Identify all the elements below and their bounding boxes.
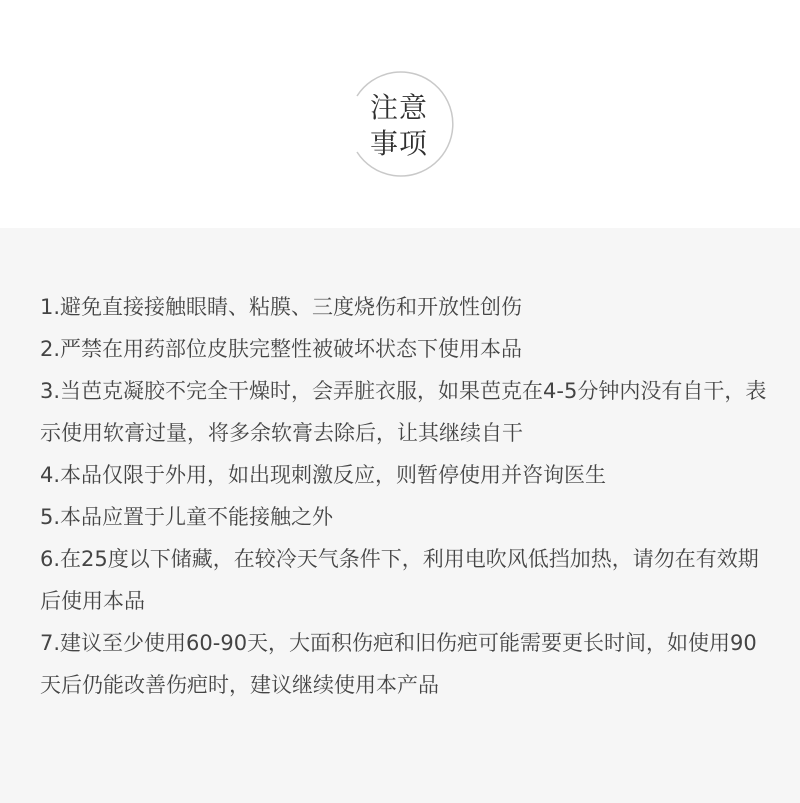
note-item: 2.严禁在用药部位皮肤完整性被破坏状态下使用本品	[40, 337, 523, 361]
note-item: 7.建议至少使用60-90天，大面积伤疤和旧伤疤可能需要更长时间，如使用90天后仍能改善伤疤时，建议继续使用本产品	[40, 631, 757, 697]
note-item: 6.在25度以下储藏，在较冷天气条件下，利用电吹风低挡加热，请勿在有效期后使用本品	[40, 547, 759, 613]
section-title	[339, 90, 459, 162]
section-title-badge	[339, 64, 459, 184]
page-header	[0, 0, 800, 228]
note-item: 3.当芭克凝胶不完全干燥时，会弄脏衣服，如果芭克在4-5分钟内没有自干，表示使用软膏过量，将多余软膏去除后，让其继续自干	[40, 379, 767, 445]
note-item: 1.避免直接接触眼睛、粘膜、三度烧伤和开放性创伤	[40, 295, 523, 319]
section-title-line2: 事项	[369, 127, 428, 160]
note-item: 4.本品仅限于外用，如出现刺激反应，则暂停使用并咨询医生	[40, 463, 607, 487]
note-item: 5.本品应置于儿童不能接触之外	[40, 505, 334, 529]
section-title-line1: 注意	[369, 91, 428, 124]
notes-panel	[0, 228, 800, 803]
notes-list	[40, 286, 770, 706]
